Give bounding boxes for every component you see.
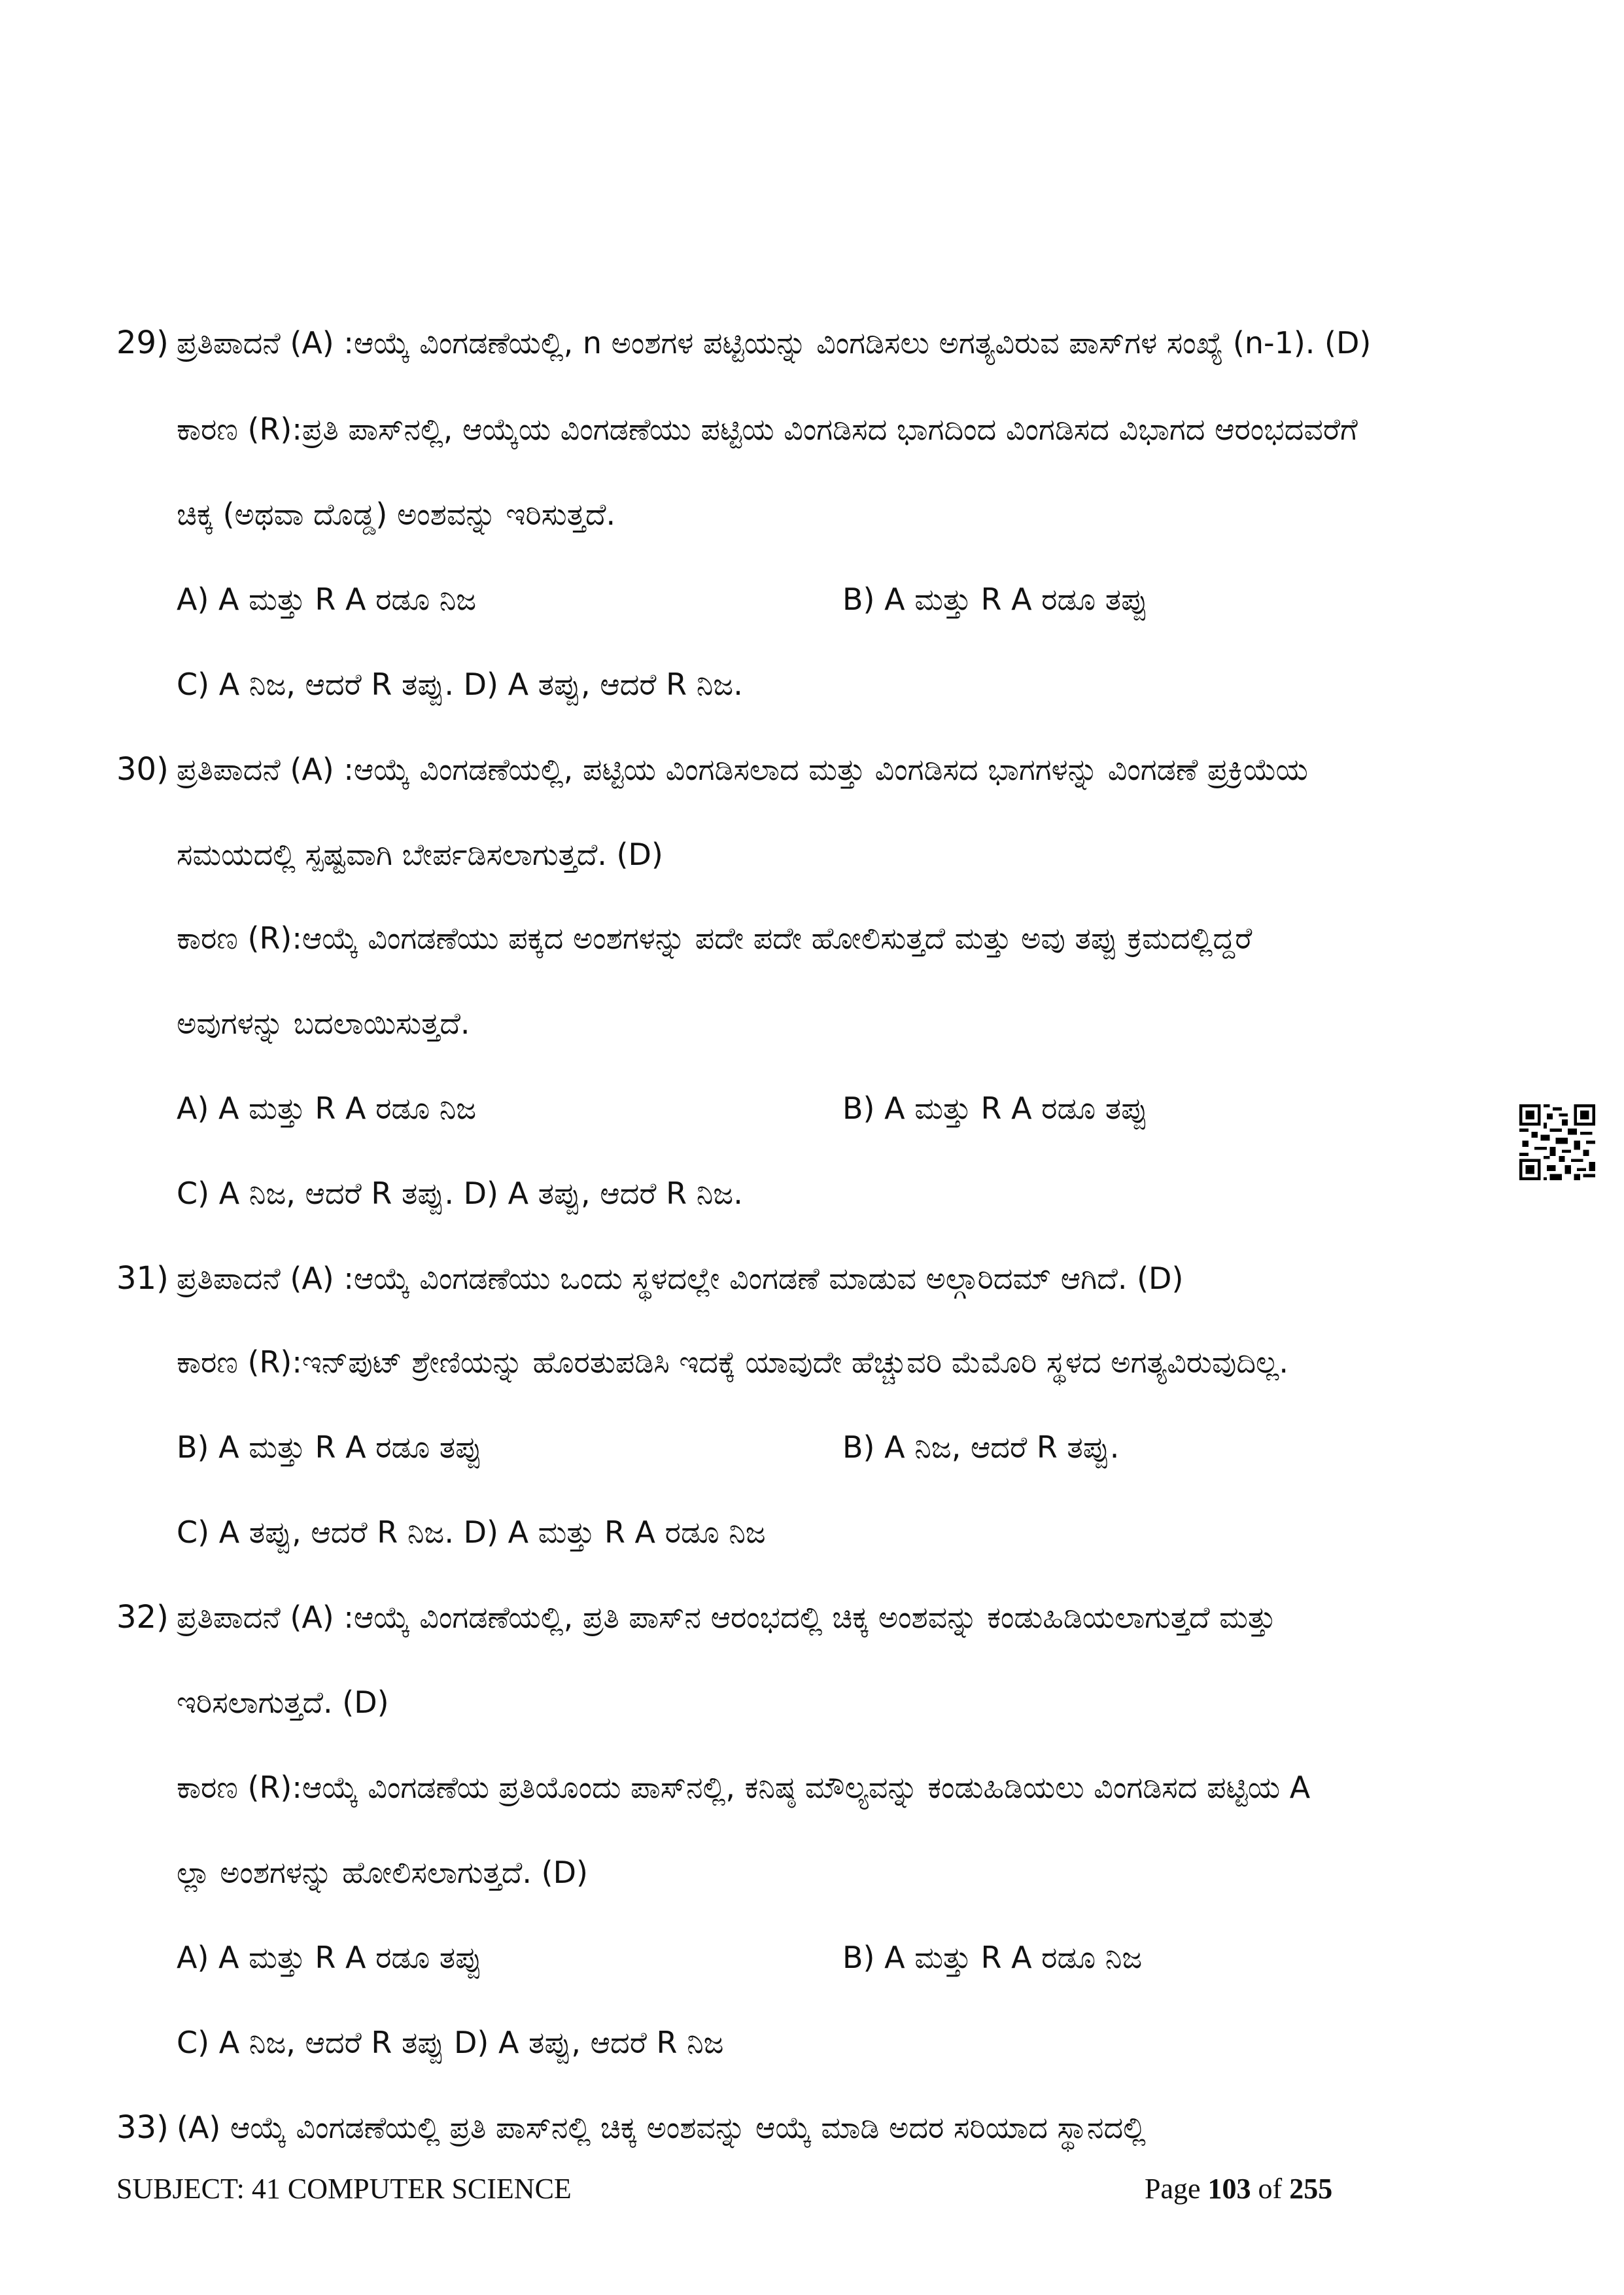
option-a: A) A ಮತ್ತು R A ರಡೂ ತಪ್ಪು <box>177 1940 483 1975</box>
question-line: ಪ್ರತಿಪಾದನೆ (A) :ಆಯ್ಕೆ ವಿಂಗಡಣೆಯಲ್ಲಿ, ಪಟ್ಟಿಯ ವಿಂಗಡಿಸಲಾದ ಮತ್ತು ವಿಂಗಡಿಸದ ಭಾಗಗಳನ್ನು ವಿಂಗಡಣೆ ಪ್ರಕ್ರಿಯೆಯ <box>177 752 1308 787</box>
option-b: B) A ನಿಜ, ಆದರೆ R ತಪ್ಪು. <box>842 1429 1120 1465</box>
question-line: ಅವುಗಳನ್ನು ಬದಲಾಯಿಸುತ್ತದೆ. <box>177 1006 470 1041</box>
option-a: A) A ಮತ್ತು R A ರಡೂ ನಿಜ <box>177 1091 477 1126</box>
question-number: 31) <box>116 1260 169 1297</box>
page-mid: of <box>1251 2173 1290 2205</box>
footer-subject: SUBJECT: 41 COMPUTER SCIENCE <box>116 2173 572 2205</box>
qr-code-icon <box>1519 1104 1595 1180</box>
option-b: B) A ಮತ್ತು R A ರಡೂ ನಿಜ <box>842 1940 1143 1975</box>
page-total: 255 <box>1289 2173 1333 2205</box>
question-line: ಚಿಕ್ಕ (ಅಥವಾ ದೊಡ್ಡ) ಅಂಶವನ್ನು ಇರಿಸುತ್ತದೆ. <box>177 497 616 532</box>
question-line: ಕಾರಣ (R):ಪ್ರತಿ ಪಾಸ್‌ನಲ್ಲಿ, ಆಯ್ಕೆಯ ವಿಂಗಡಣೆಯು ಪಟ್ಟಿಯ ವಿಂಗಡಿಸದ ಭಾಗದಿಂದ ವಿಂಗಡಿಸದ ವಿಭಾಗದ ಆರಂಭದವರೆಗೆ <box>177 412 1358 447</box>
option-a: A) A ಮತ್ತು R A ರಡೂ ನಿಜ <box>177 582 477 617</box>
option-c-d: C) A ನಿಜ, ಆದರೆ R ತಪ್ಪು. D) A ತಪ್ಪು, ಆದರೆ R ನಿಜ. <box>177 1176 743 1211</box>
question-line: ಕಾರಣ (R):ಆಯ್ಕೆ ವಿಂಗಡಣೆಯು ಪಕ್ಕದ ಅಂಶಗಳನ್ನು ಪದೇ ಪದೇ ಹೋಲಿಸುತ್ತದೆ ಮತ್ತು ಅವು ತಪ್ಪು ಕ್ರಮದಲ್ಲಿದ್ದರೆ <box>177 920 1253 956</box>
page-current: 103 <box>1207 2173 1251 2205</box>
question-line: ಕಾರಣ (R):ಆಯ್ಕೆ ವಿಂಗಡಣೆಯ ಪ್ರತಿಯೊಂದು ಪಾಸ್‌ನಲ್ಲಿ, ಕನಿಷ್ಠ ಮೌಲ್ಯವನ್ನು ಕಂಡುಹಿಡಿಯಲು ವಿಂಗಡಿಸದ ಪಟ್ಟಿಯ A <box>177 1770 1311 1805</box>
question-number: 32) <box>116 1599 169 1636</box>
question-line: ಸಮಯದಲ್ಲಿ ಸ್ಪಷ್ಟವಾಗಿ ಬೇರ್ಪಡಿಸಲಾಗುತ್ತದೆ. (D) <box>177 837 663 872</box>
option-b: B) A ಮತ್ತು R A ರಡೂ ತಪ್ಪು <box>842 1091 1149 1126</box>
question-line: ಪ್ರತಿಪಾದನೆ (A) :ಆಯ್ಕೆ ವಿಂಗಡಣೆಯಲ್ಲಿ, ಪ್ರತಿ ಪಾಸ್‌ನ ಆರಂಭದಲ್ಲಿ ಚಿಕ್ಕ ಅಂಶವನ್ನು ಕಂಡುಹಿಡಿಯಲಾಗುತ್ತದೆ ಮತ್ತು <box>177 1600 1276 1635</box>
question-line: ಲ್ಲಾ ಅಂಶಗಳನ್ನು ಹೋಲಿಸಲಾಗುತ್ತದೆ. (D) <box>177 1855 588 1890</box>
option-c-d: C) A ತಪ್ಪು, ಆದರೆ R ನಿಜ. D) A ಮತ್ತು R A ರಡೂ ನಿಜ <box>177 1515 766 1550</box>
footer-page-number <box>1145 2171 1332 2207</box>
question-line: (A) ಆಯ್ಕೆ ವಿಂಗಡಣೆಯಲ್ಲಿ ಪ್ರತಿ ಪಾಸ್‌ನಲ್ಲಿ ಚಿಕ್ಕ ಅಂಶವನ್ನು ಆಯ್ಕೆ ಮಾಡಿ ಅದರ ಸರಿಯಾದ ಸ್ಥಾನದಲ್ಲಿ <box>177 2110 1146 2145</box>
question-line: ಪ್ರತಿಪಾದನೆ (A) :ಆಯ್ಕೆ ವಿಂಗಡಣೆಯು ಒಂದು ಸ್ಥಳದಲ್ಲೇ ವಿಂಗಡಣೆ ಮಾಡುವ ಅಲ್ಗಾರಿದಮ್ ಆಗಿದೆ. (D) <box>177 1261 1184 1296</box>
option-b: B) A ಮತ್ತು R A ರಡೂ ತಪ್ಪು <box>842 582 1149 617</box>
question-line: ಪ್ರತಿಪಾದನೆ (A) :ಆಯ್ಕೆ ವಿಂಗಡಣೆಯಲ್ಲಿ, n ಅಂಶಗಳ ಪಟ್ಟಿಯನ್ನು ವಿಂಗಡಿಸಲು ಅಗತ್ಯವಿರುವ ಪಾಸ್‌ಗಳ ಸಂಖ್ಯೆ (n-1). (D) <box>177 325 1372 360</box>
question-number: 30) <box>116 751 169 788</box>
option-c-d: C) A ನಿಜ, ಆದರೆ R ತಪ್ಪು. D) A ತಪ್ಪು, ಆದರೆ R ನಿಜ. <box>177 667 743 702</box>
question-line: ಕಾರಣ (R):ಇನ್‌ಪುಟ್ ಶ್ರೇಣಿಯನ್ನು ಹೊರತುಪಡಿಸಿ ಇದಕ್ಕೆ ಯಾವುದೇ ಹೆಚ್ಚುವರಿ ಮೆಮೊರಿ ಸ್ಥಳದ ಅಗತ್ಯವಿರುವುದಿಲ್ಲ. <box>177 1344 1288 1380</box>
page-prefix: Page <box>1145 2173 1208 2205</box>
question-number: 29) <box>116 324 169 361</box>
question-line: ಇರಿಸಲಾಗುತ್ತದೆ. (D) <box>177 1685 389 1720</box>
option-c-d: C) A ನಿಜ, ಆದರೆ R ತಪ್ಪು D) A ತಪ್ಪು, ಆದರೆ R ನಿಜ <box>177 2025 724 2060</box>
question-number: 33) <box>116 2109 169 2146</box>
option-a: B) A ಮತ್ತು R A ರಡೂ ತಪ್ಪು <box>177 1429 483 1465</box>
